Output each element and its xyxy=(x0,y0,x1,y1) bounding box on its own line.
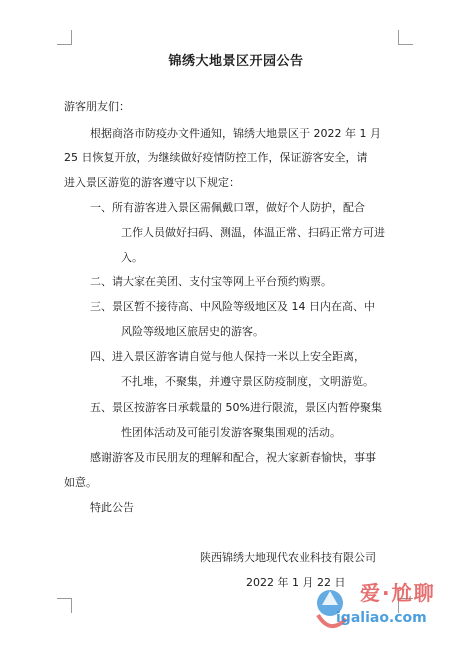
rule-1-line-3: 入。 xyxy=(121,251,143,264)
salutation: 游客朋友们： xyxy=(64,100,130,113)
watermark-text: 爱·尬聊 xyxy=(360,581,436,605)
notice-title: 锦绣大地景区开园公告 xyxy=(168,54,304,69)
rule-2-line-1: 二、请大家在美团、支付宝等网上平台预约购票。 xyxy=(90,275,332,288)
crop-mark-top-right xyxy=(398,30,413,45)
signer-organization: 陕西锦绣大地现代农业科技有限公司 xyxy=(200,551,376,564)
closing-remark: 特此公告 xyxy=(90,501,134,514)
rule-4-line-1: 四、进入景区游客请自觉与他人保持一米以上安全距离， xyxy=(90,350,365,363)
watermark-url: igaliao.com xyxy=(336,610,427,626)
notice-date: 2022 年 1 月 22 日 xyxy=(246,576,346,589)
rule-4-line-2: 不扎堆，不聚集，并遵守景区防疫制度，文明游览。 xyxy=(121,375,374,388)
rule-5-line-1: 五、景区按游客日承载量的 50%进行限流，景区内暂停聚集 xyxy=(90,401,382,414)
intro-line-2: 25 日恢复开放，为继续做好疫情防控工作，保证游客安全，请 xyxy=(64,151,368,164)
intro-line-3: 进入景区游览的游客遵守以下规定： xyxy=(64,176,240,189)
rule-3-line-1: 三、景区暂不接待高、中风险等级地区及 14 日内在高、中 xyxy=(90,300,375,313)
rule-5-line-2: 性团体活动及可能引发游客聚集围观的活动。 xyxy=(121,426,341,439)
rule-3-line-2: 风险等级地区旅居史的游客。 xyxy=(121,325,264,338)
crop-mark-top-left xyxy=(57,30,72,45)
rule-1-line-2: 工作人员做好扫码、测温，体温正常、扫码正常方可进 xyxy=(121,226,385,239)
rule-1-line-1: 一、所有游客进入景区需佩戴口罩，做好个人防护，配合 xyxy=(90,201,365,214)
intro-line-1: 根据商洛市防疫办文件通知，锦绣大地景区于 2022 年 1 月 xyxy=(90,127,381,140)
thanks-line-2: 如意。 xyxy=(64,476,97,489)
thanks-line-1: 感谢游客及市民朋友的理解和配合，祝大家新春愉快，事事 xyxy=(90,451,376,464)
crop-mark-bottom-left xyxy=(57,598,72,613)
